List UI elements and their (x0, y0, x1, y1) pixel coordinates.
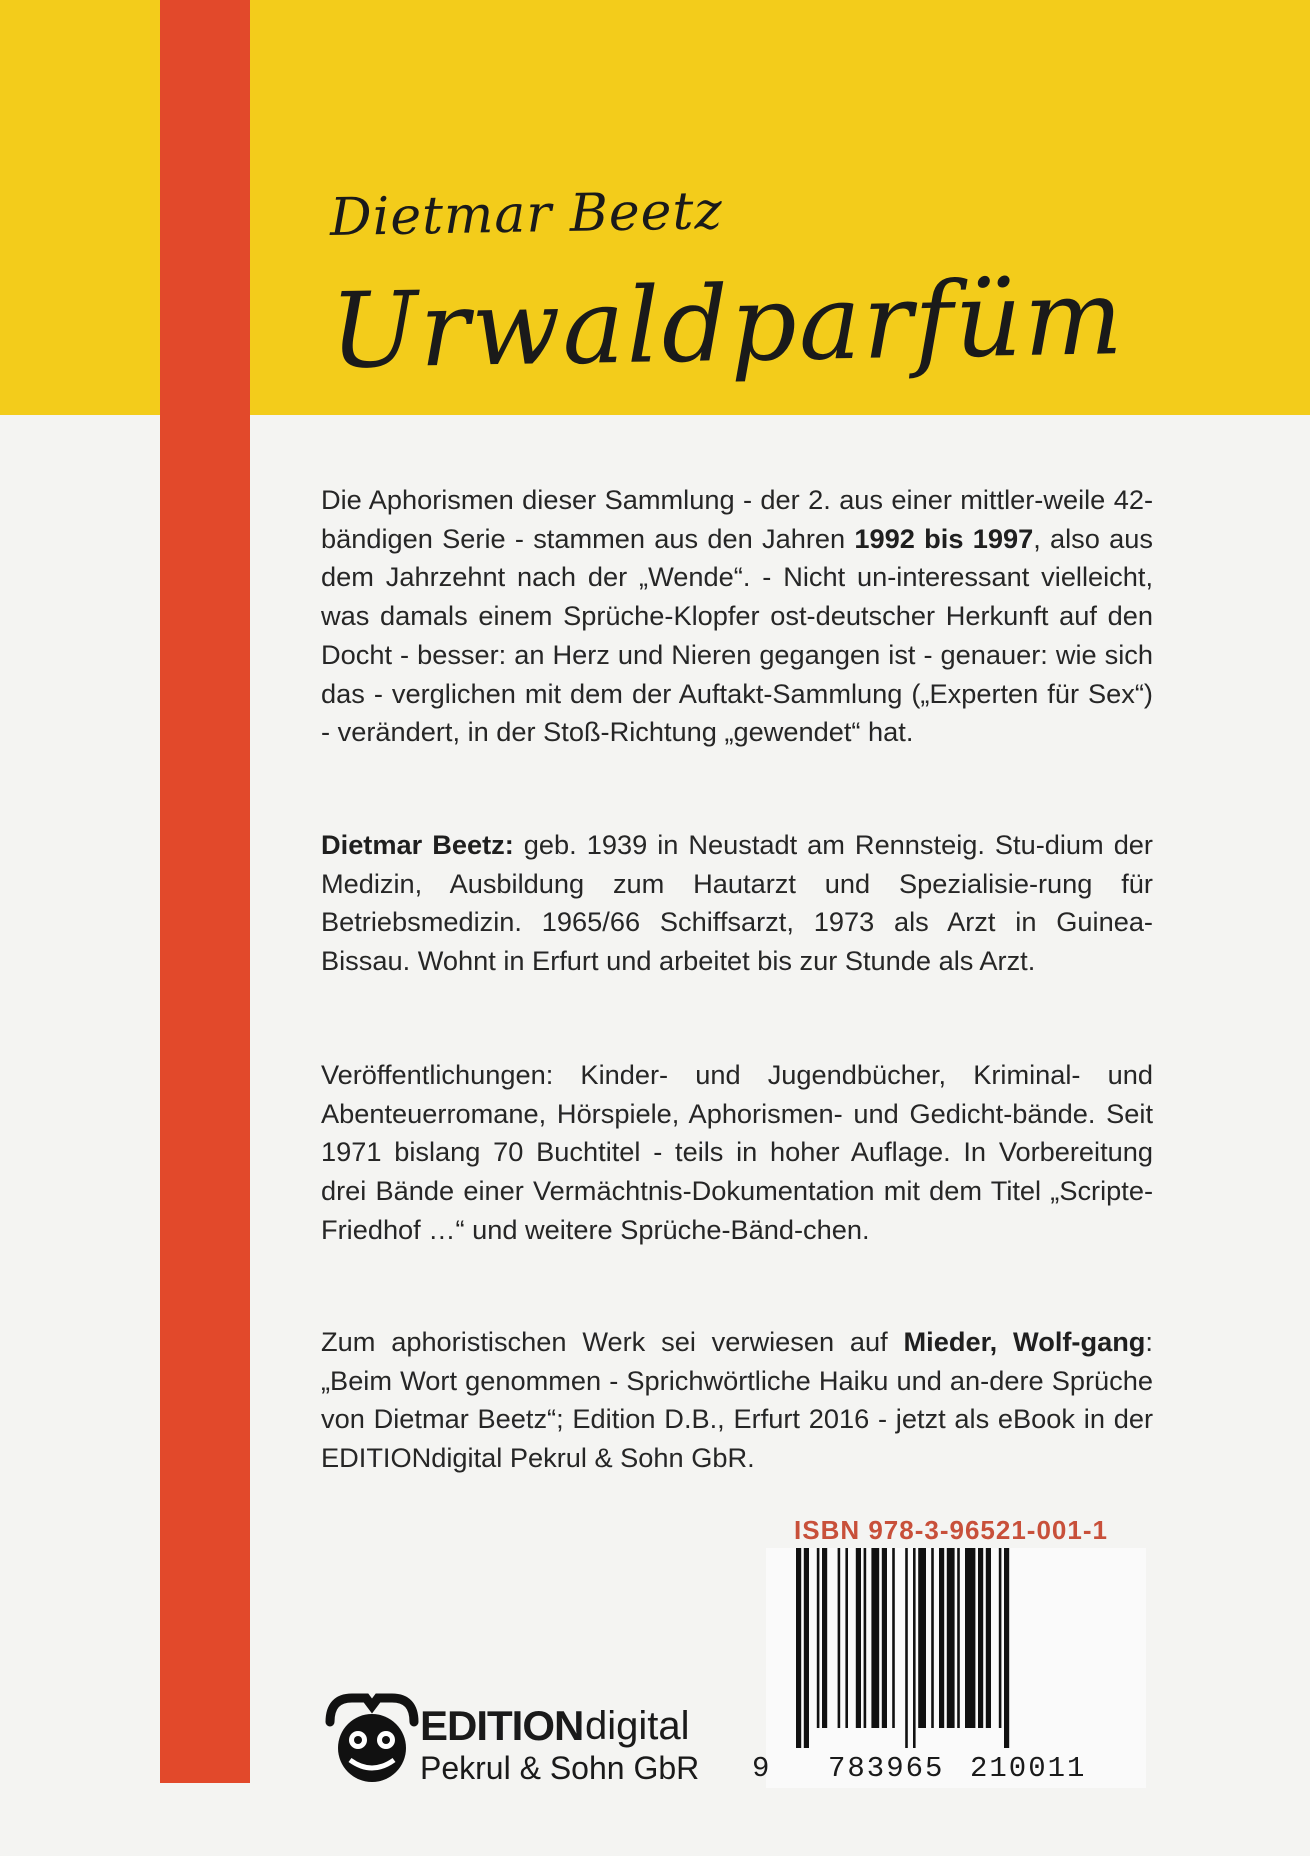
barcode-bar (804, 1548, 809, 1748)
description-text-a: Die Aphorismen dieser Sammlung - der 2. aus einer mittler-weile 42-bändigen Serie - stammen aus den Jahren (321, 484, 1153, 554)
barcode-bar (947, 1548, 955, 1728)
publisher-digital: digital (585, 1704, 690, 1748)
red-vertical-stripe (160, 0, 250, 1783)
description-years: 1992 bis 1997 (854, 522, 1034, 554)
reference-author: Mieder, Wolf-gang (903, 1326, 1146, 1357)
barcode-icon (766, 1548, 1146, 1748)
barcode-bar (882, 1548, 887, 1728)
author-bio-name: Dietmar Beetz: (321, 829, 514, 860)
barcode-bar (845, 1548, 848, 1728)
reference-paragraph (321, 1323, 1153, 1478)
reference-text-a: Zum aphoristischen Werk sei verwiesen auf (321, 1326, 904, 1357)
barcode-bar (817, 1548, 820, 1728)
barcode-bar (864, 1548, 867, 1728)
barcode-bar (939, 1548, 944, 1728)
barcode-bar (892, 1548, 895, 1728)
publisher-edition: EDITION (420, 1702, 584, 1749)
publications-paragraph (321, 1056, 1153, 1250)
author-bio-paragraph (321, 826, 1153, 981)
barcode (766, 1548, 1146, 1788)
reference-text-b: : „Beim Wort genommen - Sprichwörtliche Haiku und an-dere Sprüche von Dietmar Beetz“; Edition D.B., Erfurt 2016 - jetzt als eBook in der EDITIONdigital Pekrul & Sohn GbR. (321, 1326, 1153, 1474)
barcode-bar (965, 1548, 975, 1728)
barcode-bar (999, 1548, 1002, 1728)
barcode-bar (838, 1548, 841, 1728)
barcode-bar (978, 1548, 983, 1728)
book-title: Urwaldparfüm (328, 256, 1126, 392)
isbn-label: ISBN 978-3-96521-001-1 (794, 1515, 1108, 1545)
barcode-digits-left: 783965 (828, 1752, 945, 1785)
barcode-digits-right: 210011 (970, 1752, 1087, 1785)
barcode-bar (986, 1548, 991, 1728)
barcode-bar (905, 1548, 908, 1748)
barcode-digit-first: 9 (752, 1752, 770, 1785)
barcode-bar (796, 1548, 801, 1748)
barcode-bar (957, 1548, 960, 1728)
author-name: Dietmar Beetz (329, 181, 724, 248)
barcode-bar (822, 1548, 827, 1728)
publications-text: Veröffentlichungen: Kinder- und Jugendbücher, Kriminal- und Abenteuerromane, Hörspiele, Aphorismen- und Gedicht-bände. Seit 1971 bislang 70 Buchtitel - teils in hoher Auflage. In Vorbereitung drei Bände einer Vermächtnis-Dokumentation mit dem Titel „Scripte-Friedhof …“ und weitere Sprüche-Bänd-chen. (321, 1059, 1153, 1245)
publisher-name: Pekrul & Sohn GbR (420, 1750, 700, 1786)
barcode-bar (856, 1548, 861, 1728)
author-bio-text: geb. 1939 in Neustadt am Rennsteig. Stu-dium der Medizin, Ausbildung zum Hautarzt und Spezialisie-rung für Betriebsmedizin. 1965/66 Schiffsarzt, 1973 als Arzt in Guinea-Bissau. Wohnt in Erfurt und arbeitet bis zur Stunde als Arzt. (321, 829, 1153, 977)
book-owl-logo-icon (322, 1692, 422, 1788)
description-text-b: , also aus dem Jahrzehnt nach der „Wende“. - Nicht un-interessant vielleicht, was damals einem Sprüche-Klopfer ost-deutscher Herkunft auf den Docht - besser: an Herz und Nieren gegangen ist - genauer: wie sich das - verglichen mit dem der Auftakt-Sammlung („Experten für Sex“) - verändert, in der Stoß-Richtung „gewendet“ hat. (321, 522, 1153, 748)
barcode-bar (871, 1548, 879, 1728)
barcode-bar (918, 1548, 926, 1728)
barcode-bar (913, 1548, 916, 1748)
barcode-bar (1004, 1548, 1009, 1748)
barcode-bar (931, 1548, 934, 1728)
description-paragraph (321, 481, 1153, 752)
